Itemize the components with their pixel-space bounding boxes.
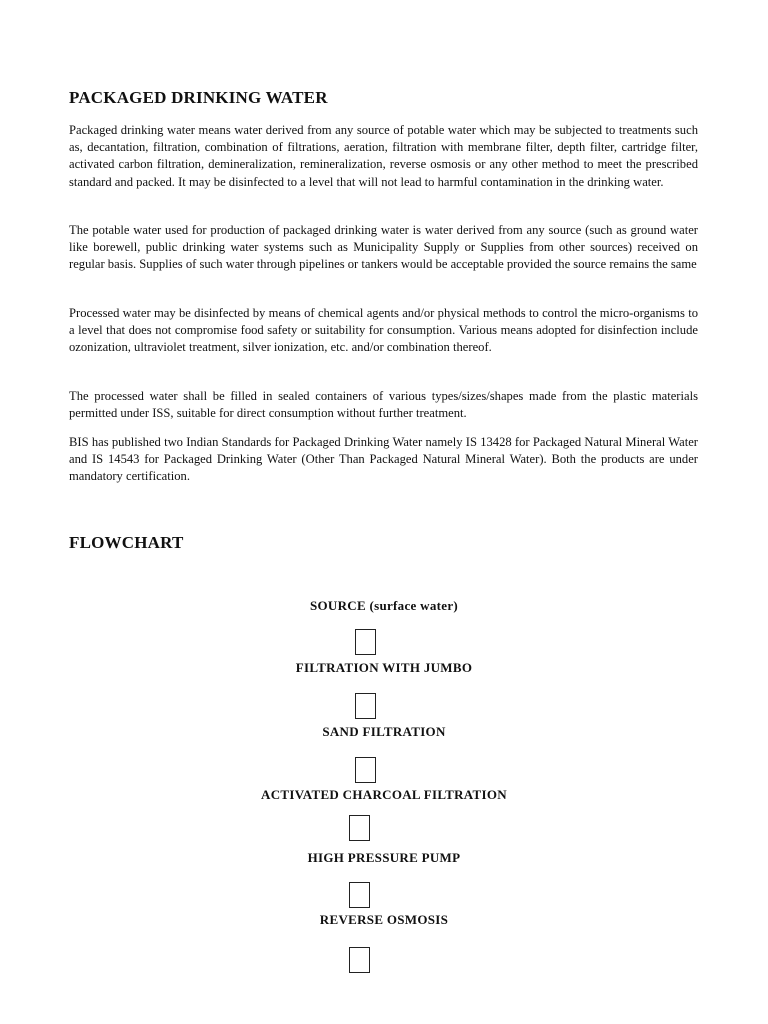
paragraph-bis-standards: BIS has published two Indian Standards for Packaged Drinking Water namely IS 13428 for Packaged Natural Mineral Water and IS 14543 for Packaged Drinking Water (Other Than Packaged Natural Mineral Water). Both the products are under mandatory certification.: [69, 435, 698, 484]
paragraph-disinfection: Processed water may be disinfected by means of chemical agents and/or physical methods to control the micro-organisms to a level that does not compromise food safety or suitability for consumption. Various means adopted for disinfection include ozonization, ultraviolet treatment, silver ionization, etc. and/or combination thereof.: [69, 306, 698, 355]
paragraph-definition: Packaged drinking water means water derived from any source of potable water which may be subjected to treatments such as, decantation, filtration, combination of filtrations, aeration, filtration with membrane filter, depth filter, cartridge filter, activated carbon filtration, demineralization, remineralization, reverse osmosis or any other method to meet the prescribed standard and packed. It may be disinfected to a level that will not lead to harmful contamination in the drinking water.: [69, 123, 698, 189]
flowchart-step-source: SOURCE (surface water): [309, 598, 459, 613]
flowchart-connector-box: [349, 947, 370, 973]
flowchart-title: FLOWCHART: [69, 533, 184, 552]
flowchart-connector-box: [349, 815, 370, 841]
flowchart-connector-box: [355, 757, 376, 783]
flowchart-step-charcoal-filtration: ACTIVATED CHARCOAL FILTRATION: [261, 787, 507, 802]
flowchart-connector-box: [355, 693, 376, 719]
flowchart-connector-box: [349, 882, 370, 908]
flowchart-step-sand-filtration: SAND FILTRATION: [322, 724, 446, 739]
flowchart-step-filtration-jumbo: FILTRATION WITH JUMBO: [295, 660, 473, 675]
flowchart-step-high-pressure-pump: HIGH PRESSURE PUMP: [307, 850, 461, 865]
page-title: PACKAGED DRINKING WATER: [69, 88, 328, 107]
paragraph-potable-water: The potable water used for production of packaged drinking water is water derived from any source (such as ground water like borewell, public drinking water systems such as Municipality Supply or Supplies from other sources) received on regular basis. Supplies of such water through pipelines or tankers would be acceptable provided the source remains the same: [69, 223, 698, 272]
paragraph-containers: The processed water shall be filled in sealed containers of various types/sizes/shapes made from the plastic materials permitted under ISS, suitable for direct consumption without further treatment.: [69, 389, 698, 421]
flowchart-connector-box: [355, 629, 376, 655]
flowchart-step-reverse-osmosis: REVERSE OSMOSIS: [319, 912, 449, 927]
